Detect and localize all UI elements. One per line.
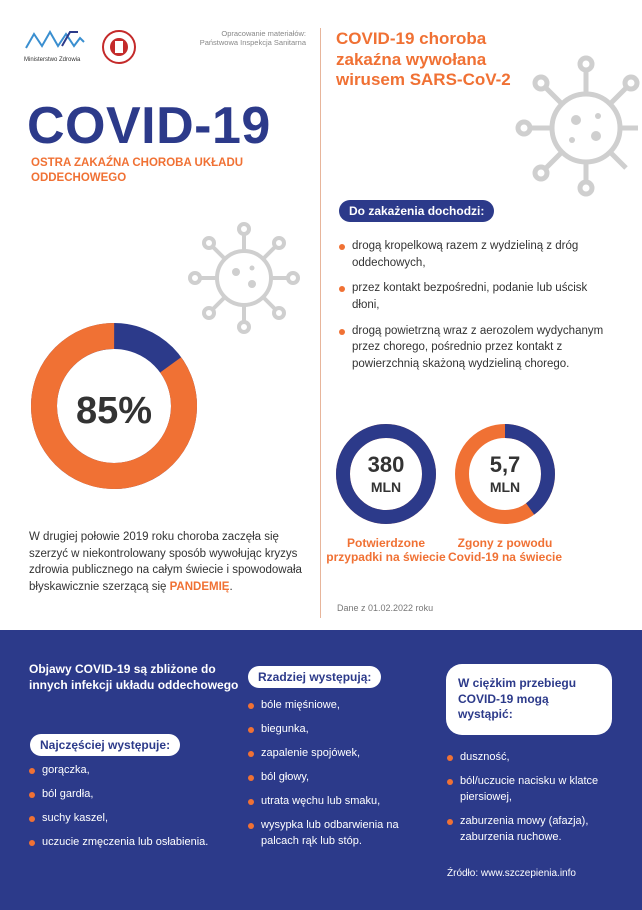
symptom-item: bóle mięśniowe, xyxy=(247,698,427,714)
symptom-item: ból/uczucie nacisku w klatce piersiowej, xyxy=(446,774,621,806)
rare-symptoms-list xyxy=(247,698,427,858)
intro-text-end: . xyxy=(229,581,233,594)
transmission-heading: Do zakażenia dochodzi: xyxy=(339,200,494,222)
symptom-item: ból głowy, xyxy=(247,770,427,786)
deaths-stat xyxy=(453,452,557,495)
deaths-number: 5,7 xyxy=(489,452,521,477)
page-title: COVID-19 xyxy=(27,97,271,155)
rare-symptoms-heading: Rzadziej występują: xyxy=(248,666,381,688)
right-title: COVID-19 choroba zakaźna wywołana wirusem SARS-CoV-2 xyxy=(336,29,511,90)
symptom-item: utrata węchu lub smaku, xyxy=(247,794,427,810)
deaths-caption: Zgony z powodu Covid-19 na świecie xyxy=(447,536,563,565)
column-divider xyxy=(320,28,321,618)
deaths-unit: MLN xyxy=(489,479,521,495)
sanitary-inspection-logo xyxy=(102,30,136,64)
transmission-item: drogą kropelkową razem z wydzieliną z dróg oddechowych, xyxy=(337,238,617,271)
severe-symptoms-heading: W ciężkim przebiegu COVID-19 mogą wystąpić: xyxy=(446,664,612,735)
transmission-list xyxy=(337,238,617,382)
common-symptoms-heading: Najczęściej występuje: xyxy=(30,734,180,756)
symptom-item: uczucie zmęczenia lub osłabienia. xyxy=(28,835,238,851)
cases-unit: MLN xyxy=(370,479,402,495)
symptom-item: biegunka, xyxy=(247,722,427,738)
page-subtitle: OSTRA ZAKAŹNA CHOROBA UKŁADU ODDECHOWEGO xyxy=(31,157,244,184)
mz-logo-icon xyxy=(24,28,88,50)
cases-stat xyxy=(334,452,438,495)
symptom-item: wysypka lub odbarwienia na palcach rąk lub stóp. xyxy=(247,818,427,850)
symptom-item: zapalenie spojówek, xyxy=(247,746,427,762)
severe-symptoms-list xyxy=(446,750,621,854)
common-symptoms-list xyxy=(28,763,238,859)
transmission-item: drogą powietrzną wraz z aerozolem wydychanym przez chorego, pośrednio przez kontakt z powierzchnią skażoną wydzieliną chorego. xyxy=(337,323,617,373)
intro-text-main: W drugiej połowie 2019 roku choroba zaczęła się szerzyć w niekontrolowany sposób wywołując kryzys zdrowia publicznego na całym świecie i spowodowała błyskawicznie szerzącą się xyxy=(29,531,302,594)
cases-number: 380 xyxy=(367,452,405,477)
donut-percentage-label: 85% xyxy=(75,390,153,432)
credit-text: Opracowanie materiałów: Państwowa Inspekcja Sanitarna xyxy=(199,29,306,48)
virus-icon xyxy=(186,220,302,336)
intro-paragraph xyxy=(29,529,314,596)
source-note: Źródło: www.szczepienia.info xyxy=(447,868,576,879)
transmission-item: przez kontakt bezpośredni, podanie lub uścisk dłoni, xyxy=(337,280,617,313)
symptom-item: gorączka, xyxy=(28,763,238,779)
data-date-note: Dane z 01.02.2022 roku xyxy=(337,603,434,613)
pandemic-highlight: PANDEMIĘ xyxy=(169,581,230,594)
ministry-name: Ministerstwo Zdrowia xyxy=(24,57,81,63)
symptom-item: zaburzenia mowy (afazja), zaburzenia ruchowe. xyxy=(446,814,621,846)
symptoms-intro: Objawy COVID-19 są zbliżone do innych infekcji układu oddechowego xyxy=(29,662,239,692)
ministry-logo xyxy=(24,28,88,63)
symptom-item: duszność, xyxy=(446,750,621,766)
cases-caption: Potwierdzone przypadki na świecie xyxy=(326,536,446,565)
symptom-item: ból gardła, xyxy=(28,787,238,803)
symptom-item: suchy kaszel, xyxy=(28,811,238,827)
